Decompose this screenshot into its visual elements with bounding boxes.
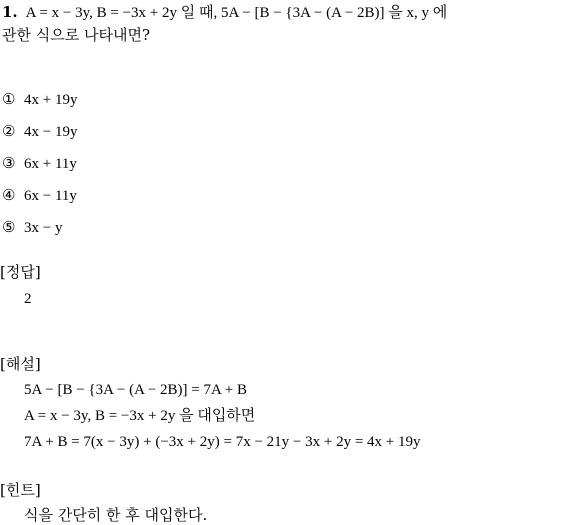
choice-2-text: 4x − 19y: [24, 124, 78, 140]
question-line-1: [2, 2, 447, 23]
answer-value: 2: [24, 291, 32, 307]
answer-label: [정답]: [0, 263, 41, 281]
choice-4-text: 6x − 11y: [24, 188, 77, 204]
choice-4-mark: ④: [2, 186, 16, 204]
choice-1-mark: ①: [2, 90, 16, 108]
hint-text: 식을 간단히 한 후 대입한다.: [24, 506, 208, 524]
choice-4[interactable]: [2, 185, 77, 206]
choice-2[interactable]: [2, 121, 77, 142]
choice-1[interactable]: [2, 89, 77, 110]
explanation-line-2: A = x − 3y, B = −3x + 2y 을 대입하면: [24, 408, 256, 424]
question-text-1: A = x − 3y, B = −3x + 2y 일 때, 5A − [B − {3A − (A − 2B)] 을 x, y 에: [25, 5, 448, 21]
choice-3-mark: ③: [2, 154, 16, 172]
question-number: 1.: [2, 3, 18, 21]
choice-5[interactable]: [2, 217, 62, 238]
choice-2-mark: ②: [2, 122, 16, 140]
explanation-line-1: 5A − [B − {3A − (A − 2B)] = 7A + B: [24, 382, 247, 398]
choice-5-mark: ⑤: [2, 218, 16, 236]
explanation-label: [해설]: [0, 355, 41, 373]
choice-3-text: 6x + 11y: [24, 156, 77, 172]
question-line-2: 관한 식으로 나타내면?: [2, 26, 150, 44]
hint-label: [힌트]: [0, 481, 41, 499]
choice-3[interactable]: [2, 153, 77, 174]
explanation-line-3: 7A + B = 7(x − 3y) + (−3x + 2y) = 7x − 21y − 3x + 2y = 4x + 19y: [24, 434, 421, 450]
choice-1-text: 4x + 19y: [24, 92, 78, 108]
choice-5-text: 3x − y: [24, 220, 63, 236]
